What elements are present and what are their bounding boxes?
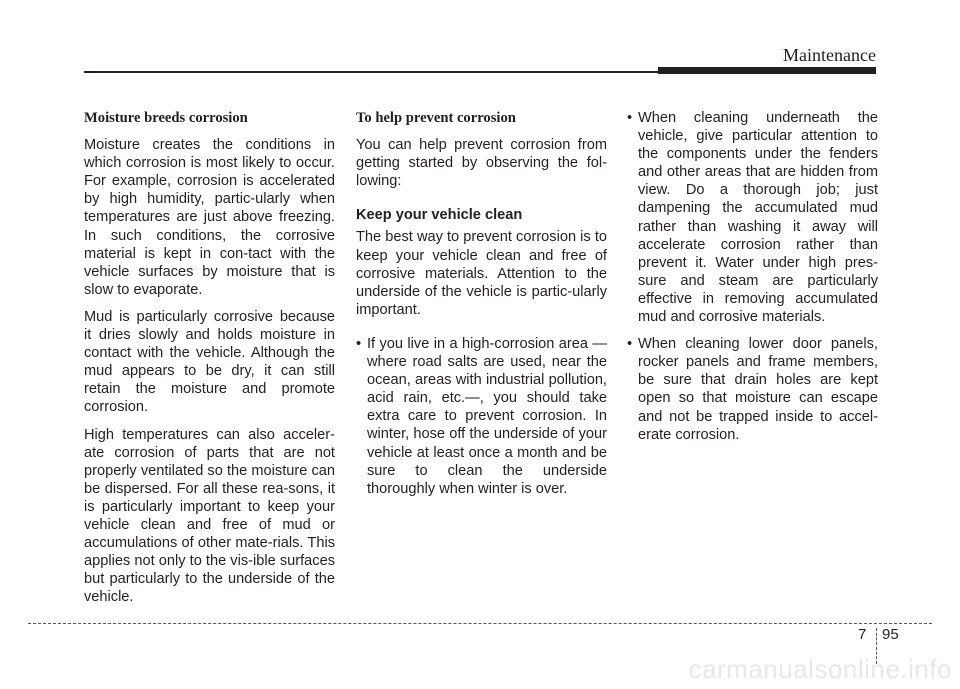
list-item-text: When cleaning underneath the vehicle, give particular attention to the components under the fenders and other areas that are hidden from view. Do a thorough job; just dampening the accumulated mud rather than washing it away will accelerate corrosion rather than prevent it. Water under high pres-sure and steam are particularly effective in removing accumulated mud and corrosive materials. xyxy=(638,110,878,326)
list-item xyxy=(627,335,878,444)
paragraph: Mud is particularly corrosive because it dries slowly and holds moisture in contact with the vehicle. Although the mud appears to be dry, it can still retain the moisture and promote corrosion. xyxy=(84,308,335,416)
paragraph: High temperatures can also acceler-ate corrosion of parts that are not properly ventilated so the moisture can be dispersed. For all these rea-sons, it is particularly important to keep your vehicle clean and free of mud or accumulations of other mate-rials. This applies not only to the vis-ible surfaces but particularly to the underside of the vehicle. xyxy=(84,426,335,606)
paragraph: Moisture creates the conditions in which corrosion is most likely to occur. For example, corrosion is accelerated by high humidity, partic-ularly when temperatures are just above freezing. In such conditions, the corrosive material is kept in con-tact with the vehicle surfaces by moisture that is slow to evaporate. xyxy=(84,137,335,298)
watermark: carmanualsonline.info xyxy=(688,654,952,684)
bullet-icon: • xyxy=(627,336,633,353)
subheading-keep-clean: Keep your vehicle clean xyxy=(356,207,523,224)
header-bar xyxy=(658,67,876,74)
footer-rule xyxy=(28,623,932,624)
section-title: Maintenance xyxy=(783,45,876,65)
column-3 xyxy=(627,109,878,453)
bullet-list xyxy=(627,109,878,444)
header-rule xyxy=(84,71,658,73)
bullet-list xyxy=(356,335,607,498)
heading-prevent-corrosion: To help prevent corrosion xyxy=(356,110,516,126)
paragraph: The best way to prevent corrosion is to keep your vehicle clean and free of corrosive materials. Attention to the underside of the vehicle is partic-ularly important. xyxy=(356,229,607,318)
list-item xyxy=(356,335,607,498)
paragraph: You can help prevent corrosion from getting started by observing the fol-lowing: xyxy=(356,137,607,190)
list-item-text: When cleaning lower door panels, rocker panels and frame members, be sure that drain holes are kept open so that moisture can escape and not be trapped inside to accel-erate corrosion. xyxy=(638,336,878,443)
page-number: 95 xyxy=(882,626,899,643)
bullet-icon: • xyxy=(356,335,362,352)
column-2 xyxy=(356,109,607,507)
bullet-icon: • xyxy=(627,110,633,126)
list-item xyxy=(627,109,878,326)
chapter-number: 7 xyxy=(858,626,867,643)
list-item-text: If you live in a high-corrosion area — where road salts are used, near the ocean, areas with industrial pollution, acid rain, etc.—, you should take extra care to prevent corrosion. In winter, hose off the underside of your vehicle at least once a month and be sure to clean the underside thoroughly when winter is over. xyxy=(367,335,607,497)
column-1 xyxy=(84,109,335,615)
heading-moisture: Moisture breeds corrosion xyxy=(84,110,248,126)
